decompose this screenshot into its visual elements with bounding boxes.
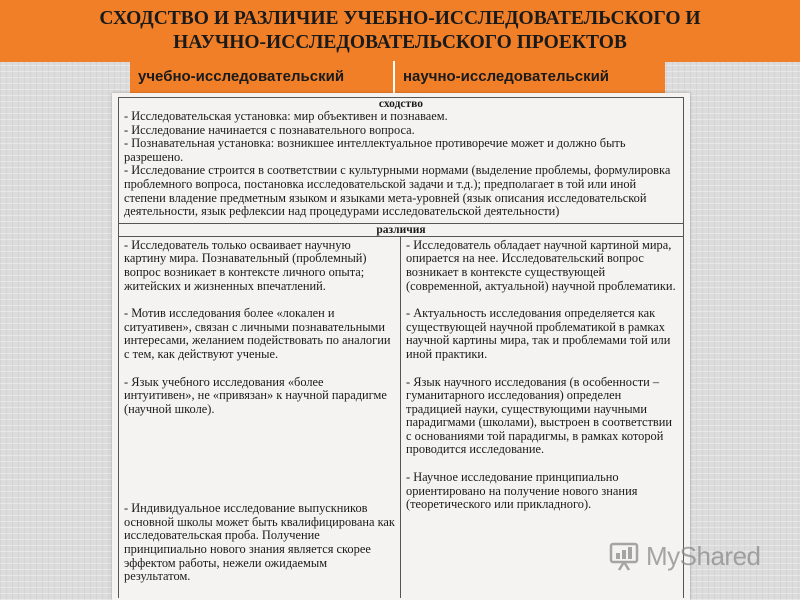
educational-differences bbox=[119, 237, 401, 598]
educational-item: - Язык учебного исследования «более интуитивен», не «привязан» к научной парадигме (научной школе). bbox=[124, 374, 387, 416]
column-header-scientific: научно-исследовательский bbox=[395, 61, 665, 93]
column-header-educational: учебно-исследовательский bbox=[130, 61, 395, 93]
similarity-label: сходство bbox=[378, 98, 424, 110]
slide-title-line-1: СХОДСТВО И РАЗЛИЧИЕ УЧЕБНО-ИССЛЕДОВАТЕЛЬСКОГО И bbox=[99, 8, 701, 29]
presentation-board-icon bbox=[608, 540, 640, 572]
difference-columns bbox=[119, 236, 683, 598]
similarity-item: - Исследование строится в соответствии с культурными нормами (выделение проблемы, формулировка проблемного вопроса, постановка исследовательской задачи и т.д.); предполагает в той или иной степени владение предметным языком и языками мета-уровней (язык описания исследовательской деятельности, язык рефлексии над процедурами исследовательской деятельности) bbox=[124, 163, 671, 219]
scientific-item: - Актуальность исследования определяется как существующей научной проблематикой в рамках научной картины мира, так и проблемами той или иной практики. bbox=[406, 306, 671, 361]
similarity-item: - Познавательная установка: возникшее интеллектуальное противоречие может и должно быть разрешено. bbox=[124, 136, 626, 164]
slide-title-line-2: НАУЧНО-ИССЛЕДОВАТЕЛЬСКОГО ПРОЕКТОВ bbox=[173, 32, 627, 53]
scientific-item: - Исследователь обладает научной картиной мира, опирается на нее. Исследовательский вопрос возникает в контексте существующей (современной, актуальной) научной проблематики. bbox=[406, 237, 676, 293]
myshared-watermark bbox=[608, 538, 761, 574]
educational-item: - Индивидуальное исследование выпускников основной школы может быть квалифицирована как исследовательская проба. Получение принципиально нового знания является скорее эффектом работы, нежели ожидаемым результатом. bbox=[124, 501, 395, 584]
similarity-item: - Исследовательская установка: мир объективен и познаваем. bbox=[124, 109, 448, 123]
educational-item: - Мотив исследования более «локален и ситуативен», связан с личными познавательными интересами, желанием подействовать по аналогии с тем, как действуют ученые. bbox=[124, 306, 391, 361]
comparison-table bbox=[118, 97, 684, 598]
similarity-item: - Исследование начинается с познавательного вопроса. bbox=[124, 122, 415, 137]
scientific-item: - Научное исследование принципиально ориентировано на получение нового знания (теоретического или прикладного). bbox=[406, 470, 638, 512]
scientific-item: - Язык научного исследования (в особенности – гуманитарного исследования) определен традицией науки, существующими научными парадигмами (школами), выстроен в соответствии с основаниями той парадигмы, в рамках которой проводится исследование. bbox=[406, 374, 673, 457]
similarity-list bbox=[119, 110, 683, 223]
watermark-text: MyShared bbox=[646, 540, 761, 571]
educational-item: - Исследователь только осваивает научную картину мира. Познавательный (проблемный) вопрос возникает в контексте личного опыта; житейских и жизненных впечатлений. bbox=[124, 237, 367, 293]
difference-label: различия bbox=[119, 223, 683, 236]
comparison-document bbox=[112, 93, 690, 600]
column-headers bbox=[130, 61, 665, 93]
slide-title bbox=[0, 0, 800, 62]
